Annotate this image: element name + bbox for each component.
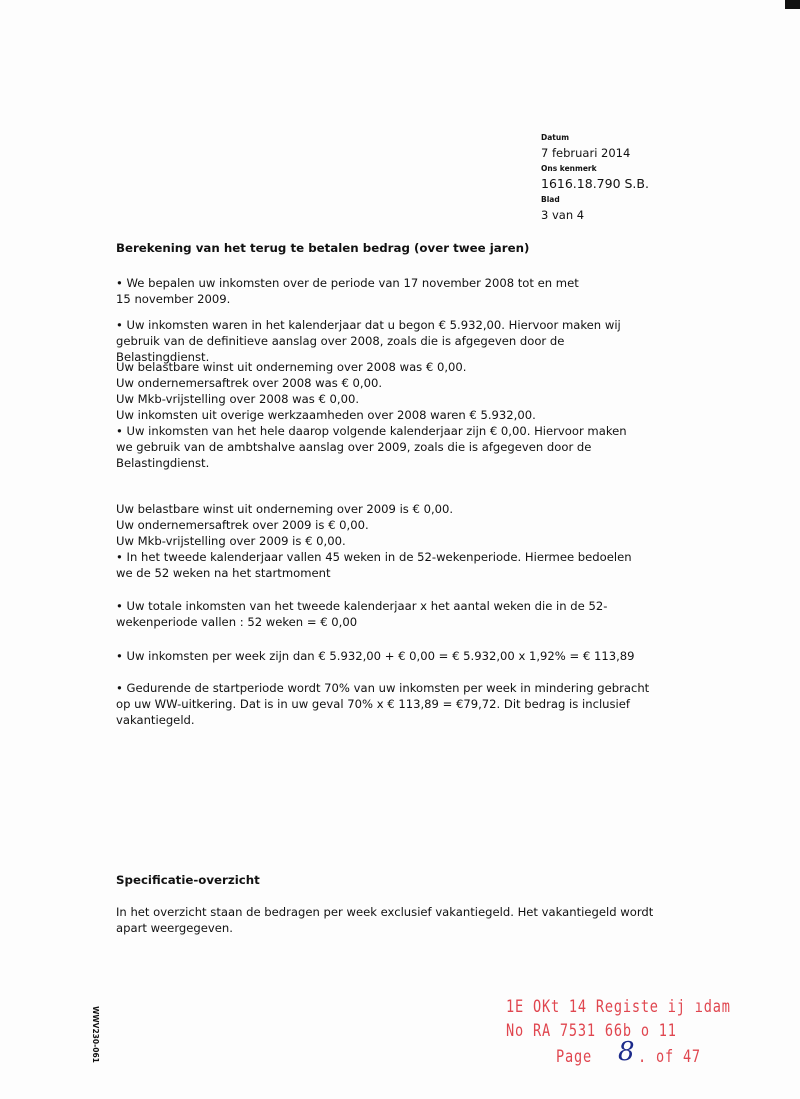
blad-label: Blad [541,195,560,204]
paragraph-total-income: • Uw totale inkomsten van het tweede kalenderjaar x het aantal weken die in de 52-wekenperiode vallen : 52 weken = € 0,00 [116,599,608,629]
detail-line: Uw Mkb-vrijstelling over 2009 is € 0,00. [116,534,346,548]
form-code: WWV230-061 [90,1006,100,1063]
detail-line: Uw Mkb-vrijstelling over 2008 was € 0,00. [116,392,360,406]
paragraph-period: • We bepalen uw inkomsten over de periode van 17 november 2008 tot en met 15 november 2009. [116,276,579,306]
paragraph-income-2008: • Uw inkomsten waren in het kalenderjaar dat u begon € 5.932,00. Hiervoor maken wij gebruik van de definitieve aanslag over 2008, zoals die is afgegeven door de Belastingdienst. [116,318,621,364]
letter-meta [541,133,649,223]
handwritten-page-number: 8 [618,1037,635,1067]
stamp-line-2: No RA 7531 66b o 11 [506,1021,677,1041]
bullet-income-2009: • Uw inkomsten van het hele daarop volgende kalenderjaar zijn € 0,00. Hiervoor maken we gebruik van de ambtshalve aanslag over 2009, zoals die is afgegeven door de Belastingdienst. [116,424,627,470]
kenmerk-label: Ons kenmerk [541,164,597,173]
stamp-page-label: Page [556,1047,592,1067]
detail-line: Uw belastbare winst uit onderneming over 2008 was € 0,00. [116,360,467,374]
stamp-line-1: 1E OKt 14 Registe ij ıdam [506,997,731,1017]
paragraph-details-2008 [116,359,646,471]
detail-line: Uw ondernemersaftrek over 2008 was € 0,00. [116,376,383,390]
specification-text: In het overzicht staan de bedragen per week exclusief vakantiegeld. Het vakantiegeld wordt apart weergegeven. [116,905,654,935]
kenmerk-value: 1616.18.790 S.B. [541,176,649,191]
datum-value: 7 februari 2014 [541,146,631,160]
paragraph-details-2009 [116,501,646,581]
specification-heading: Specificatie-overzicht [116,873,260,887]
blad-value: 3 van 4 [541,208,585,222]
paragraph-weekly-income: • Uw inkomsten per week zijn dan € 5.932,00 + € 0,00 = € 5.932,00 x 1,92% = € 113,89 [116,649,635,663]
detail-line: Uw belastbare winst uit onderneming over 2009 is € 0,00. [116,502,454,516]
stamp-page-total: . of 47 [638,1047,701,1067]
paragraph-deduction: • Gedurende de startperiode wordt 70% van uw inkomsten per week in mindering gebracht op uw WW-uitkering. Dat is in uw geval 70% x € 113,89 = €79,72. Dit bedrag is inclusief vakantiegeld. [116,681,650,727]
bullet-weeks: • In het tweede kalenderjaar vallen 45 weken in de 52-wekenperiode. Hiermee bedoelen we de 52 weken na het startmoment [116,550,632,580]
section-heading: Berekening van het terug te betalen bedrag (over twee jaren) [116,241,530,255]
scan-edge-mark [785,0,800,9]
detail-line: Uw ondernemersaftrek over 2009 is € 0,00. [116,518,369,532]
datum-label: Datum [541,133,570,142]
detail-line: Uw inkomsten uit overige werkzaamheden over 2008 waren € 5.932,00. [116,408,536,422]
registration-stamp [506,995,787,1069]
